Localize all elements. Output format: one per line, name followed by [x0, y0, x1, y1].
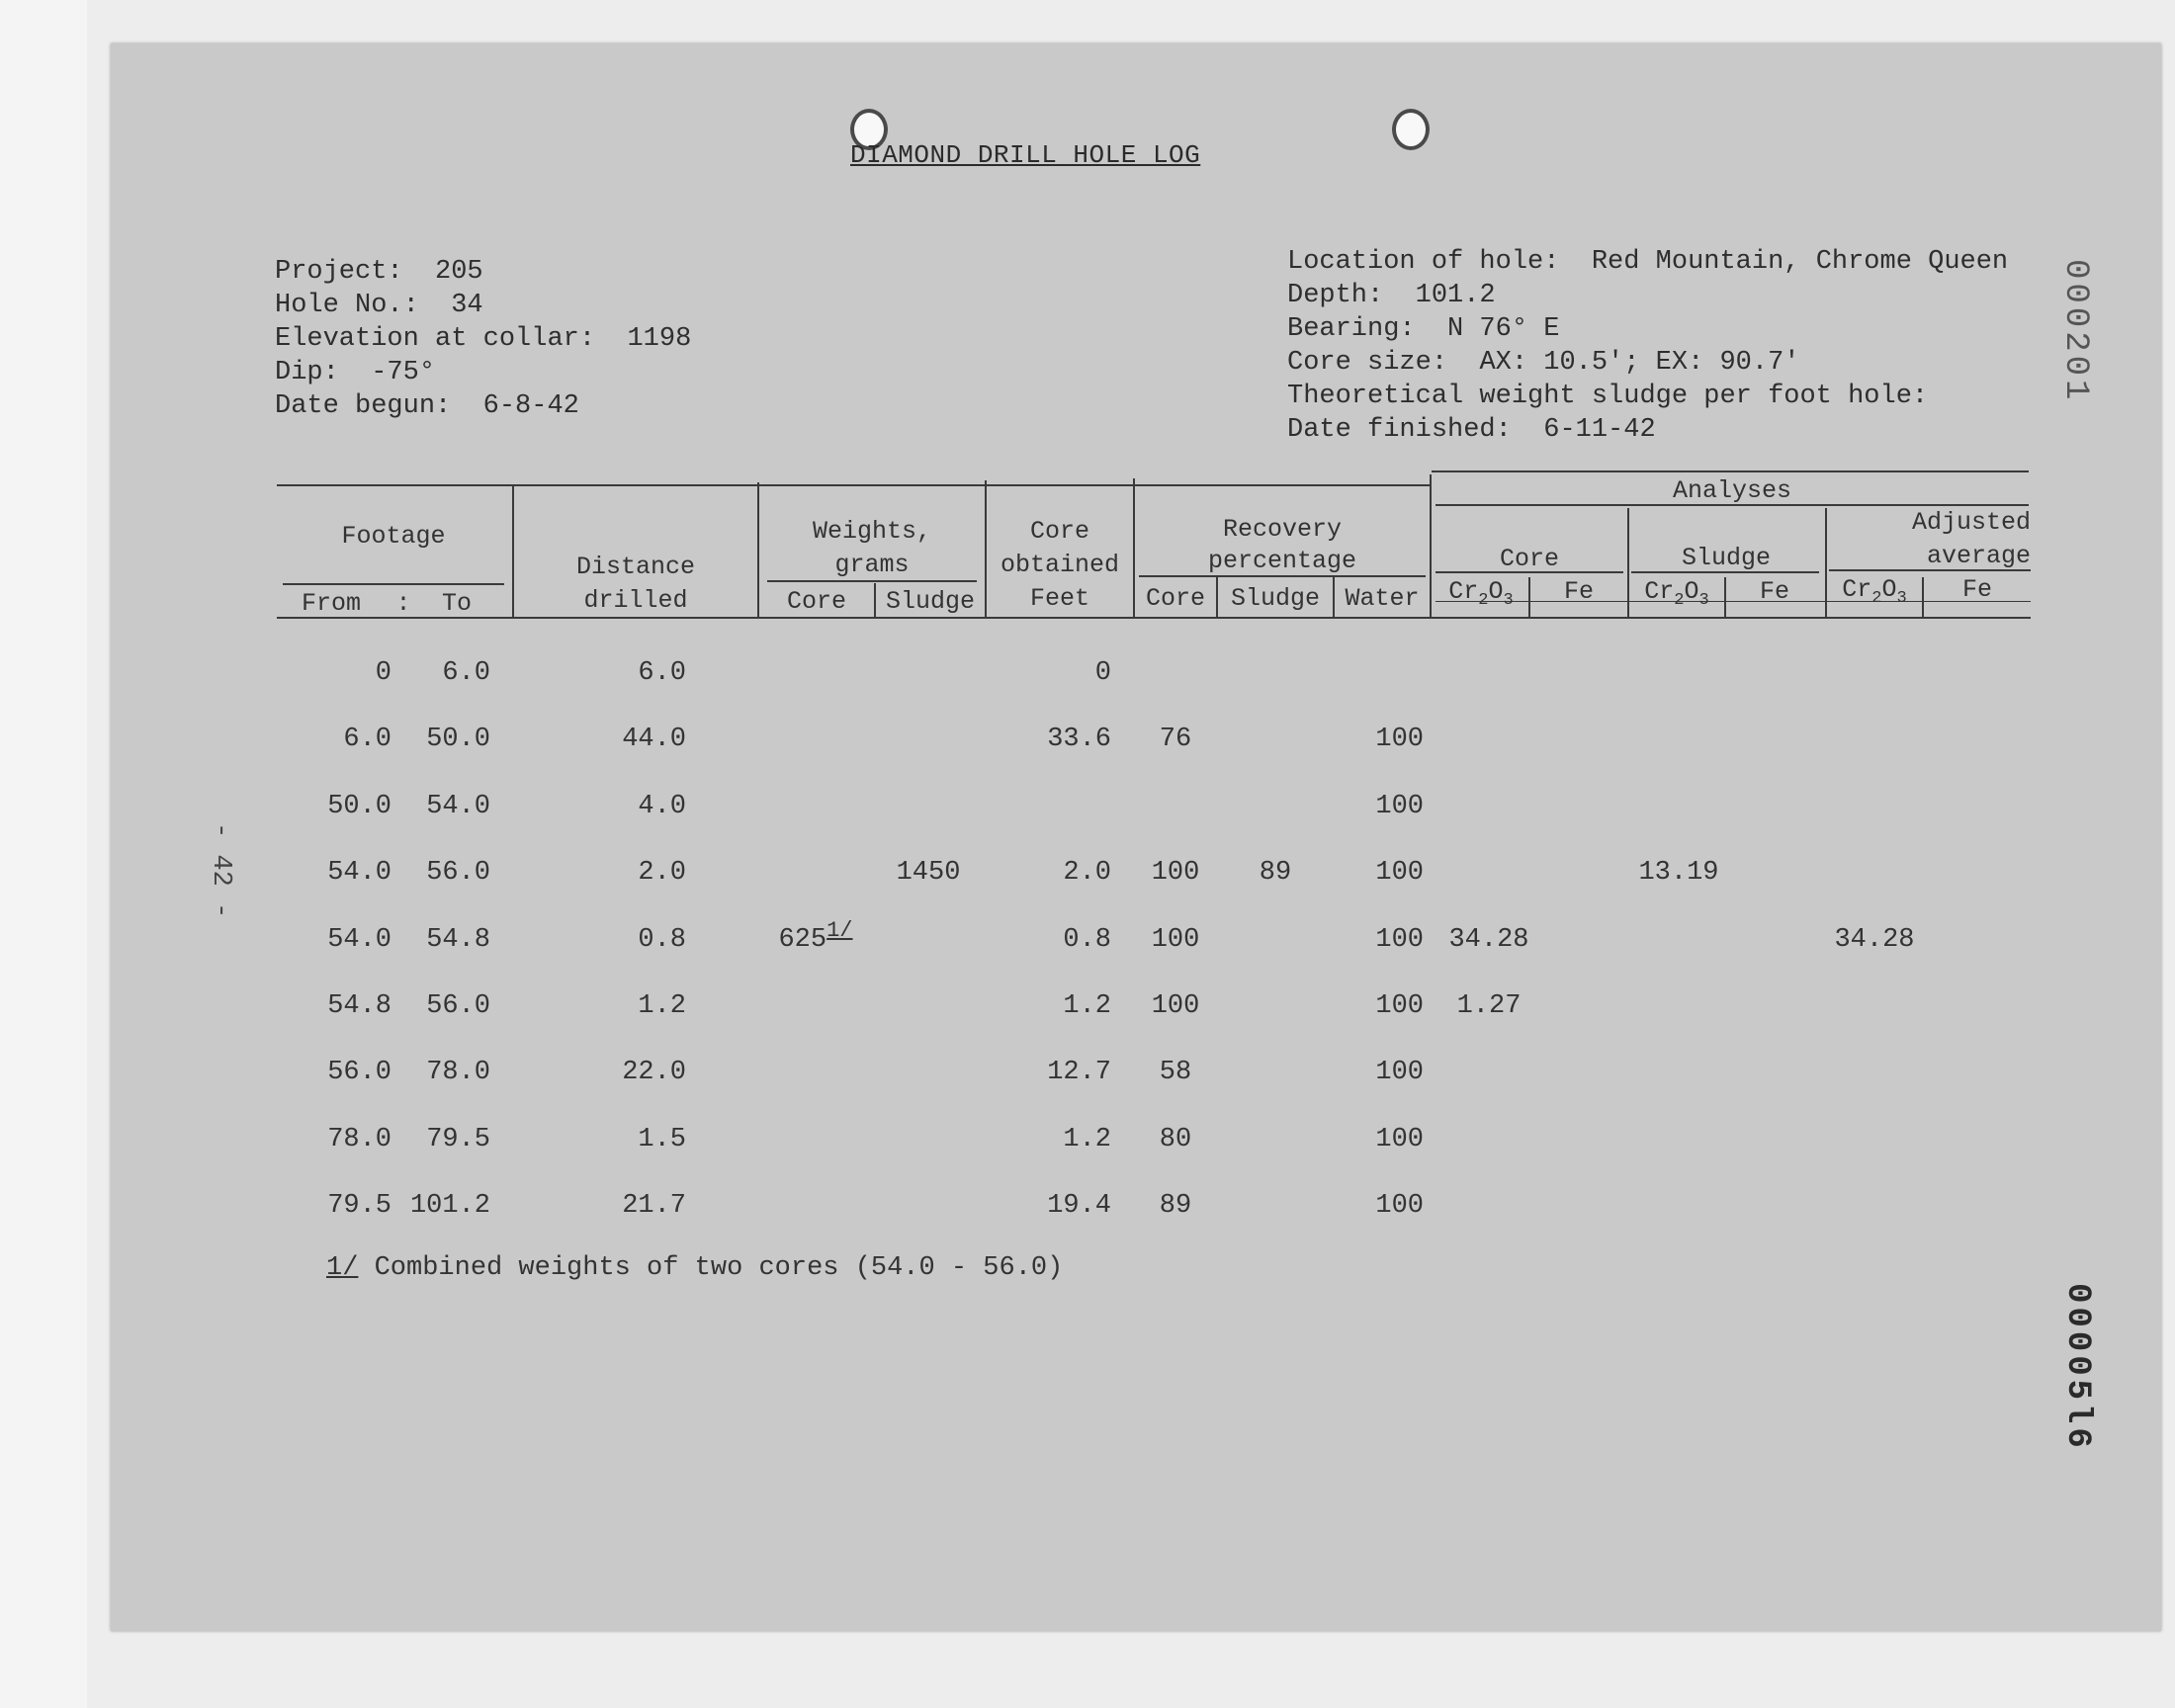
cell-distance: 44.0	[622, 725, 686, 754]
cell-from: 54.8	[327, 991, 392, 1021]
cell-core-feet: 1.2	[1063, 991, 1111, 1021]
header-analyses-core: Core	[1499, 545, 1559, 573]
table-top-rule	[277, 484, 1432, 486]
header-recovery-2: percentage	[1207, 547, 1357, 575]
info-right	[1287, 245, 2008, 447]
analyses-top-rule	[1432, 470, 2029, 472]
footnote-marker: 1/	[826, 918, 853, 943]
header-core-cr2o3: $Cr_2O_3$	[1448, 577, 1514, 610]
info-hole-no: Hole No.: 34	[275, 291, 483, 320]
header-analyses: Analyses	[1672, 476, 1792, 505]
cell-distance: 22.0	[622, 1058, 686, 1087]
header-adjusted-1: Adjusted	[1911, 508, 2031, 537]
cell-distance: 1.5	[638, 1125, 686, 1154]
header-adjusted-fe: Fe	[1961, 575, 1992, 604]
info-location: Location of hole: Red Mountain, Chrome Queen	[1287, 247, 2009, 277]
punch-hole-right	[1392, 109, 1430, 150]
cell-from: 54.0	[327, 858, 392, 888]
cell-to: 6.0	[442, 658, 490, 688]
header-core-fe: Fe	[1563, 577, 1594, 606]
cell-r-water: 100	[1375, 725, 1424, 754]
cell-distance: 21.7	[622, 1191, 686, 1221]
info-project: Project: 205	[275, 257, 483, 287]
cell-from: 79.5	[327, 1191, 392, 1221]
cell-to: 54.8	[426, 925, 490, 955]
cell-r-sludge: 89	[1259, 858, 1292, 888]
cell-core-feet: 19.4	[1047, 1191, 1111, 1221]
scan-margin	[0, 0, 87, 1708]
cell-to: 101.2	[409, 1191, 490, 1221]
cell-distance: 4.0	[638, 792, 686, 821]
header-weight-core: Core	[786, 587, 846, 616]
header-recovery-sludge: Sludge	[1230, 584, 1320, 613]
cell-r-water: 100	[1375, 858, 1424, 888]
header-adjusted-cr2o3: $Cr_2O_3$	[1842, 575, 1907, 608]
header-weights-1: Weights,	[812, 517, 932, 546]
cell-distance: 6.0	[638, 658, 686, 688]
cell-r-water: 100	[1375, 1058, 1424, 1087]
cell-from: 0	[375, 658, 392, 688]
header-recovery-core: Core	[1145, 584, 1205, 613]
info-bearing: Bearing: N 76° E	[1287, 314, 1560, 344]
cell-to: 79.5	[426, 1125, 490, 1154]
cell-r-core: 100	[1151, 858, 1200, 888]
info-depth: Depth: 101.2	[1287, 281, 1496, 310]
header-to: To	[441, 589, 472, 618]
cell-core-feet: 1.2	[1063, 1125, 1111, 1154]
cell-from: 54.0	[327, 925, 392, 955]
cell-w-sludge: 1450	[896, 858, 961, 888]
cell-r-water: 100	[1375, 925, 1424, 955]
cell-r-water: 100	[1375, 1191, 1424, 1221]
cell-from: 50.0	[327, 792, 392, 821]
table-header-bottom-rule	[277, 617, 2031, 619]
header-colon: :	[395, 589, 411, 618]
footnote: 1/ Combined weights of two cores (54.0 - 56.0)	[326, 1253, 1064, 1283]
cell-to: 56.0	[426, 858, 490, 888]
info-dip: Dip: -75°	[275, 358, 436, 387]
header-from: From	[301, 589, 361, 618]
cell-to: 56.0	[426, 991, 490, 1021]
header-distance-1: Distance	[575, 553, 696, 581]
cell-core-feet: 12.7	[1047, 1058, 1111, 1087]
cell-core-cr: 1.27	[1456, 991, 1522, 1021]
header-sludge-fe: Fe	[1759, 577, 1789, 606]
cell-core-feet: 0	[1094, 658, 1111, 688]
side-number-bottom: 00005l6	[2058, 1283, 2096, 1452]
cell-sludge-cr: 13.19	[1638, 858, 1719, 888]
info-left	[275, 255, 691, 423]
cell-r-water: 100	[1375, 1125, 1424, 1154]
cell-adj-cr: 34.28	[1834, 925, 1915, 955]
cell-w-core: $625^{1/}$	[778, 918, 853, 955]
cell-core-feet: 2.0	[1063, 858, 1111, 888]
info-date-begun: Date begun: 6-8-42	[275, 391, 579, 421]
cell-to: 50.0	[426, 725, 490, 754]
info-theoretical-weight: Theoretical weight sludge per foot hole:	[1287, 382, 1929, 411]
cell-distance: 0.8	[638, 925, 686, 955]
cell-distance: 2.0	[638, 858, 686, 888]
header-footage: Footage	[341, 522, 446, 551]
header-distance-2: drilled	[583, 586, 688, 615]
cell-distance: 1.2	[638, 991, 686, 1021]
header-recovery-water: Water	[1345, 584, 1420, 613]
cell-core-feet: 0.8	[1063, 925, 1111, 955]
cell-from: 78.0	[327, 1125, 392, 1154]
cell-core-feet: 33.6	[1047, 725, 1111, 754]
page-number: - 42 -	[206, 822, 235, 919]
footage-rule	[283, 583, 504, 585]
cell-r-core: 100	[1151, 991, 1200, 1021]
cell-r-core: 76	[1159, 725, 1192, 754]
cell-core-cr: 34.28	[1448, 925, 1529, 955]
header-core-obtained-1: Core	[1029, 517, 1089, 546]
header-adjusted-2: average	[1926, 542, 2031, 570]
cell-from: 6.0	[343, 725, 392, 754]
cell-r-water: 100	[1375, 792, 1424, 821]
side-number-top: 000201	[2056, 259, 2094, 404]
cell-r-core: 80	[1159, 1125, 1192, 1154]
cell-to: 54.0	[426, 792, 490, 821]
header-analyses-sludge: Sludge	[1681, 544, 1771, 572]
cell-r-water: 100	[1375, 991, 1424, 1021]
header-core-obtained-2: obtained	[1000, 551, 1120, 579]
cell-to: 78.0	[426, 1058, 490, 1087]
cell-r-core: 100	[1151, 925, 1200, 955]
document-title: DIAMOND DRILL HOLE LOG	[850, 140, 1201, 170]
header-core-obtained-3: Feet	[1029, 584, 1089, 613]
header-sludge-cr2o3: $Cr_2O_3$	[1644, 577, 1709, 610]
info-date-finished: Date finished: 6-11-42	[1287, 415, 1656, 445]
cell-r-core: 58	[1159, 1058, 1192, 1087]
cell-r-core: 89	[1159, 1191, 1192, 1221]
info-elevation: Elevation at collar: 1198	[275, 324, 692, 354]
info-core-size: Core size: AX: 10.5'; EX: 90.7'	[1287, 348, 1800, 378]
header-recovery-1: Recovery	[1222, 515, 1343, 544]
header-weight-sludge: Sludge	[885, 587, 975, 616]
cell-from: 56.0	[327, 1058, 392, 1087]
header-weights-2: grams	[834, 551, 910, 579]
